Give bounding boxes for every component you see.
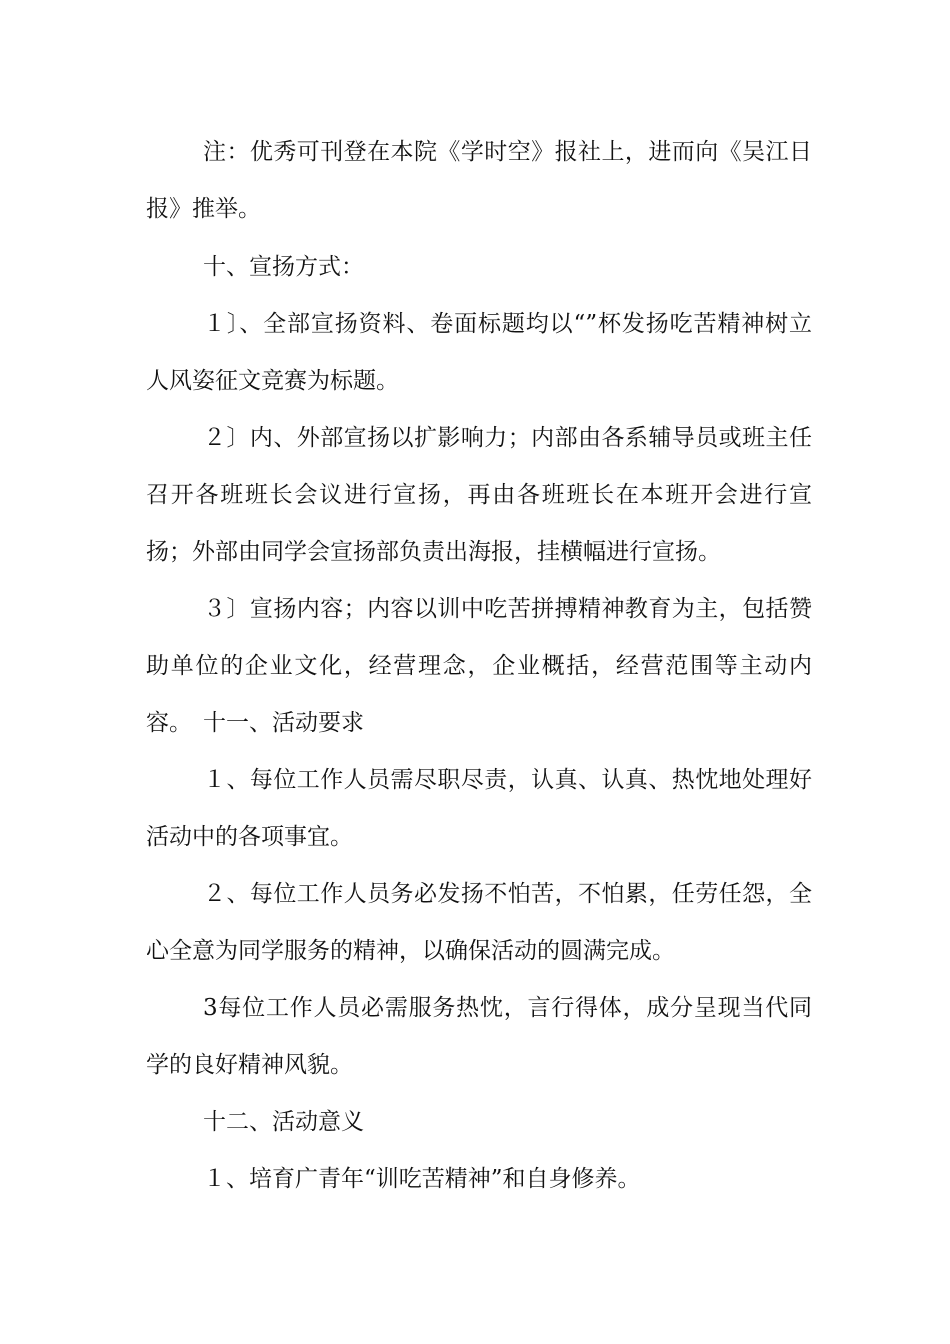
section-11-heading: 十一、活动要求 xyxy=(203,710,364,736)
section-10-item-3: ３〕宣扬内容；内容以训中吃苦拼搏精神教育为主，包括赞助单位的企业文化，经营理念，企业概括，经营范围等主动内容。 xyxy=(146,596,812,736)
section-11-item-2: ２、每位工作人员务必发扬不怕苦，不怕累，任劳任怨，全心全意为同学服务的精神，以确保活动的圆满完成。 xyxy=(146,881,812,964)
section-12-item-1: １、培育广青年“训吃苦精神”和自身修养。 xyxy=(203,1166,641,1192)
section-11-item-3: 3每位工作人员必需服务热忱，言行得体，成分呈现当代同学的良好精神风貌。 xyxy=(146,995,812,1078)
section-12-heading: 十二、活动意义 xyxy=(203,1109,364,1135)
section-11-item-1: １、每位工作人员需尽职尽责，认真、认真、热忱地处理好活动中的各项事宜。 xyxy=(146,767,812,850)
section-10-heading: 十、宣扬方式： xyxy=(203,254,364,280)
section-10-item-1: １〕、全部宣扬资料、卷面标题均以“”杯发扬吃苦精神树立人风姿征文竞赛为标题。 xyxy=(146,311,812,394)
section-10-item-2: ２〕内、外部宣扬以扩影响力；内部由各系辅导员或班主任召开各班班长会议进行宣扬，再由各班班长在本班开会进行宣扬；外部由同学会宣扬部负责出海报，挂横幅进行宣扬。 xyxy=(146,425,812,565)
note-paragraph: 注：优秀可刊登在本院《学时空》报社上，进而向《吴江日报》推举。 xyxy=(146,139,812,222)
